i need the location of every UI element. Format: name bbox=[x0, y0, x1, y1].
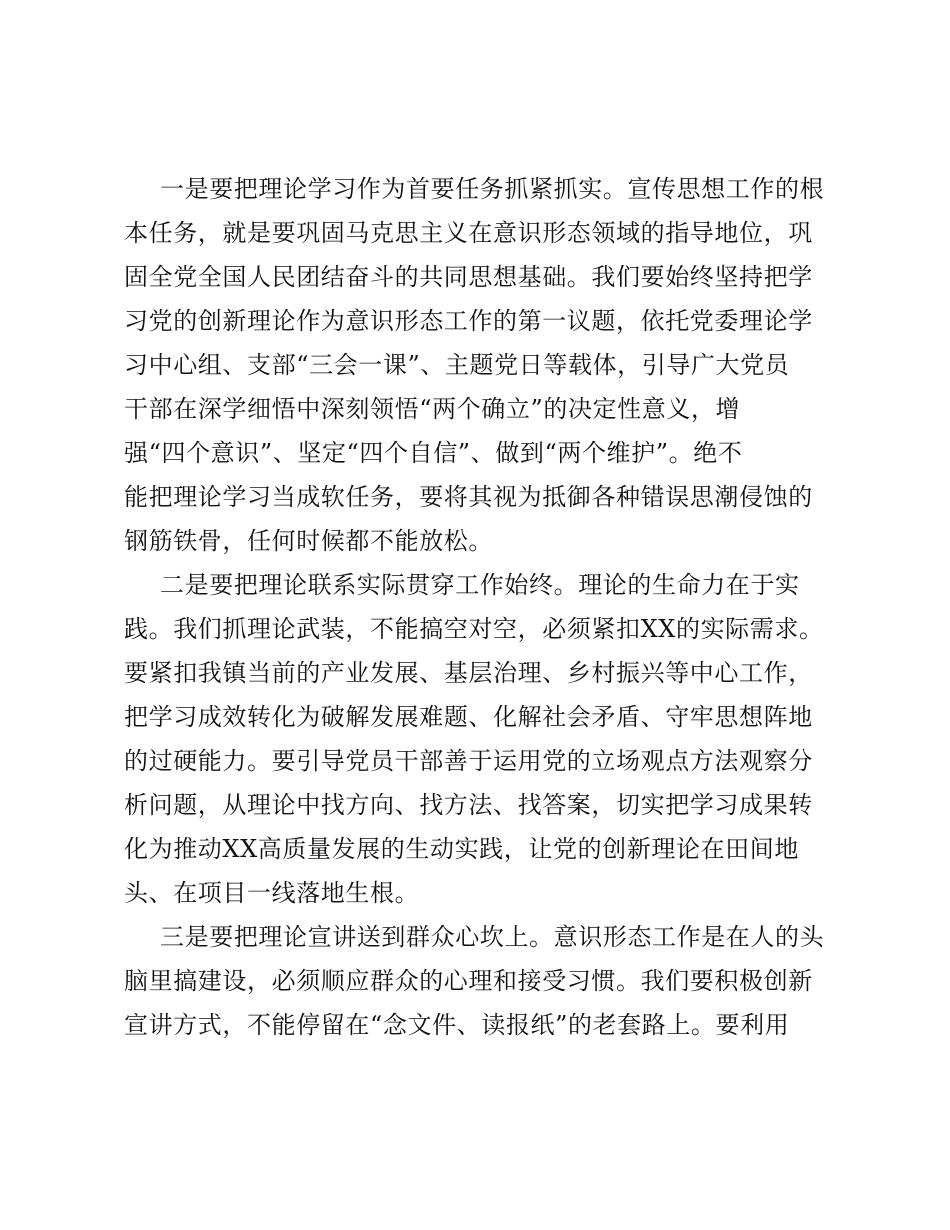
text-line: 要紧扣我镇当前的产业发展、基层治理、乡村振兴等中心工作， bbox=[124, 659, 813, 687]
text-line: 把学习成效转化为破解发展难题、化解社会矛盾、守牢思想阵地 bbox=[124, 703, 813, 731]
text-line: 一是要把理论学习作为首要任务抓紧抓实。宣传思想工作的根 bbox=[160, 175, 825, 203]
text-line: 能把理论学习当成软任务，要将其视为抵御各种错误思潮侵蚀的 bbox=[124, 483, 813, 511]
paragraph-3 bbox=[124, 915, 844, 1047]
text-line: 脑里搞建设，必须顺应群众的心理和接受习惯。我们要积极创新 bbox=[124, 967, 813, 995]
text-line: 化为推动XX高质量发展的生动实践，让党的创新理论在田间地 bbox=[124, 835, 799, 863]
document-body bbox=[124, 167, 844, 1047]
text-line: 三是要把理论宣讲送到群众心坎上。意识形态工作是在人的头 bbox=[160, 923, 825, 951]
text-line: 强“四个意识”、坚定“四个自信”、做到“两个维护”。绝不 bbox=[124, 439, 743, 467]
text-line: 本任务，就是要巩固马克思主义在意识形态领域的指导地位，巩 bbox=[124, 219, 813, 247]
text-line: 践。我们抓理论武装，不能搞空对空，必须紧扣XX的实际需求。 bbox=[124, 615, 824, 643]
text-line: 头、在项目一线落地生根。 bbox=[124, 879, 420, 907]
text-line: 习党的创新理论作为意识形态工作的第一议题，依托党委理论学 bbox=[124, 307, 813, 335]
paragraph-2 bbox=[124, 563, 844, 915]
text-line: 习中心组、支部“三会一课”、主题党日等载体，引导广大党员 bbox=[124, 351, 790, 379]
text-line: 固全党全国人民团结奋斗的共同思想基础。我们要始终坚持把学 bbox=[124, 263, 813, 291]
text-line: 二是要把理论联系实际贯穿工作始终。理论的生命力在于实 bbox=[160, 571, 800, 599]
text-line: 析问题，从理论中找方向、找方法、找答案，切实把学习成果转 bbox=[124, 791, 813, 819]
paragraph-1 bbox=[124, 167, 844, 563]
text-line: 宣讲方式，不能停留在“念文件、读报纸”的老套路上。要利用 bbox=[124, 1011, 790, 1039]
text-line: 钢筋铁骨，任何时候都不能放松。 bbox=[124, 527, 493, 555]
text-line: 干部在深学细悟中深刻领悟“两个确立”的决定性意义，增 bbox=[124, 395, 741, 423]
text-line: 的过硬能力。要引导党员干部善于运用党的立场观点方法观察分 bbox=[124, 747, 813, 775]
